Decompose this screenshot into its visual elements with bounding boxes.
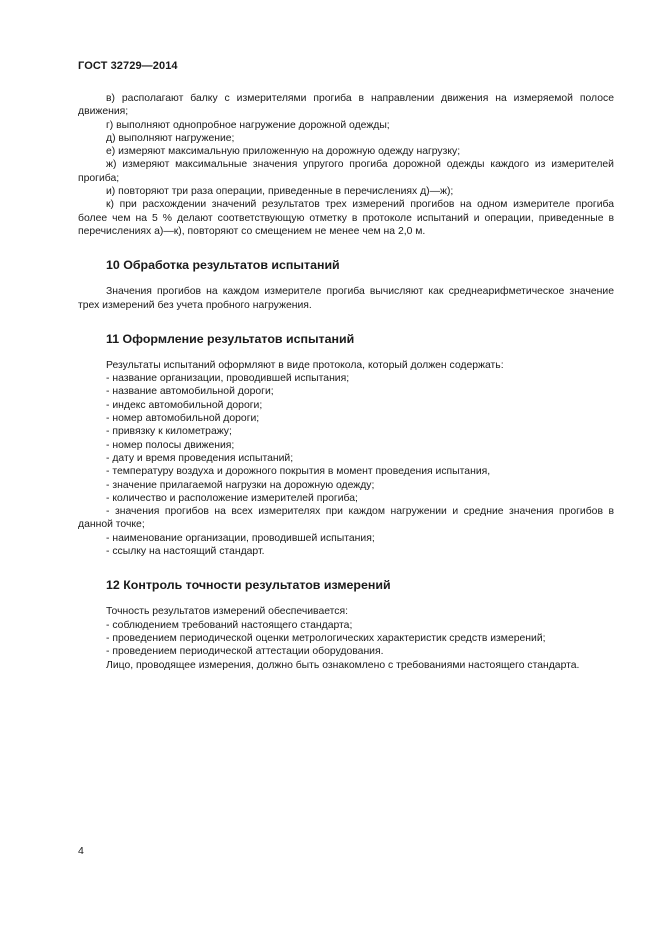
protocol-item: - название автомобильной дороги; — [106, 386, 274, 398]
list-item-g: г) выполняют однопробное нагружение дорожной одежды; — [106, 119, 390, 131]
section-10-paragraph: Значения прогибов на каждом измерителе прогиба вычисляют как среднеарифметическое значение трех измерений без учета пробного нагружения. — [78, 286, 614, 311]
list-item-e: е) измеряют максимальную приложенную на дорожную одежду нагрузку; — [106, 146, 461, 158]
list-item-k: к) при расхождении значений результатов трех измерений прогибов на одном измерителе прогиба более чем на 5 % делают соответствующую отметку в протоколе испытаний и операции, приведенные в перечислениях а)—к), повторяют со смещением не менее чем на 2,0 м. — [78, 199, 614, 237]
accuracy-item: - проведением периодической аттестации оборудования. — [106, 646, 384, 658]
list-item-d: д) выполняют нагружение; — [106, 132, 235, 144]
section-11-heading: 11 Оформление результатов испытаний — [106, 331, 355, 346]
document-code: ГОСТ 32729—2014 — [78, 60, 178, 72]
list-item-zh: ж) измеряют максимальные значения упругого прогиба дорожной одежды каждого из измерителей прогиба; — [78, 159, 614, 184]
protocol-item: - дату и время проведения испытаний; — [106, 452, 294, 464]
accuracy-item: - проведением периодической оценки метрологических характеристик средств измерений; — [106, 632, 546, 644]
list-item-v: в) располагают балку с измерителями прогиба в направлении движения на измеряемой полосе движения; — [78, 93, 614, 118]
section-12-heading: 12 Контроль точности результатов измерений — [106, 578, 391, 593]
protocol-item: - наименование организации, проводившей испытания; — [106, 532, 375, 544]
section-12-intro: Точность результатов измерений обеспечивается: — [106, 606, 349, 618]
protocol-item: - индекс автомобильной дороги; — [106, 399, 263, 411]
protocol-item: - ссылку на настоящий стандарт. — [106, 546, 265, 558]
protocol-item: - количество и расположение измерителей прогиба; — [106, 492, 358, 504]
section-11-intro: Результаты испытаний оформляют в виде протокола, который должен содержать: — [106, 359, 504, 371]
protocol-item: - привязку к километражу; — [106, 426, 232, 438]
protocol-item: - температуру воздуха и дорожного покрытия в момент проведения испытания, — [106, 466, 491, 478]
list-item-i: и) повторяют три раза операции, приведенные в перечислениях д)—ж); — [106, 186, 454, 198]
protocol-item: - значение прилагаемой нагрузки на дорожную одежду; — [106, 479, 375, 491]
protocol-item: - название организации, проводившей испытания; — [106, 373, 350, 385]
section-10-heading: 10 Обработка результатов испытаний — [106, 258, 340, 273]
protocol-item: - номер автомобильной дороги; — [106, 413, 260, 425]
page-number: 4 — [78, 845, 84, 857]
document-body — [78, 92, 614, 672]
protocol-item: - номер полосы движения; — [106, 439, 235, 451]
accuracy-item: - соблюдением требований настоящего стандарта; — [106, 619, 353, 631]
section-12-closing: Лицо, проводящее измерения, должно быть ознакомлено с требованиями настоящего стандарта. — [106, 659, 580, 671]
protocol-item: - значения прогибов на всех измерителях при каждом нагружении и средние значения прогибов в данной точке; — [78, 506, 614, 531]
